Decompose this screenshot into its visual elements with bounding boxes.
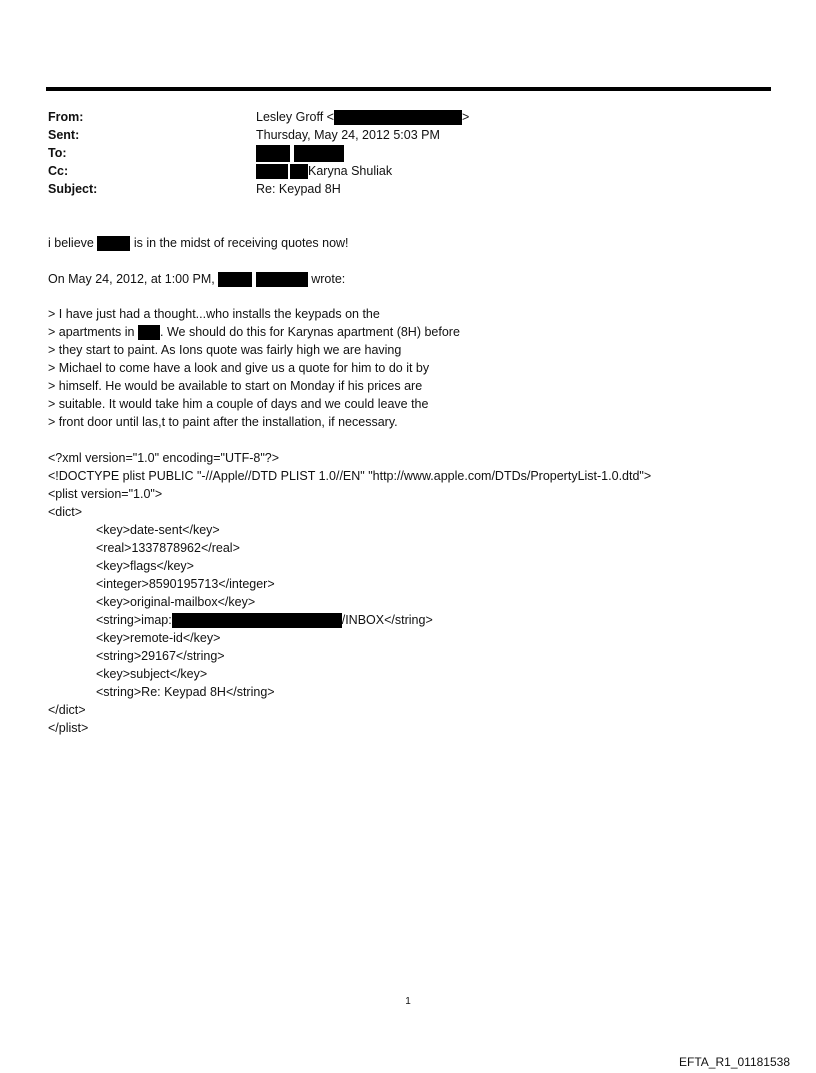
cc-value [256,162,392,180]
subject-value: Re: Keypad 8H [256,182,341,196]
email-header [48,108,748,198]
plist-line: </dict> [48,703,86,717]
plist-imap-prefix: <string>imap: [96,613,172,627]
document-id: EFTA_R1_01181538 [679,1055,790,1069]
plist-inbox-suffix: /INBOX</string> [341,613,433,627]
redaction-block [256,164,288,179]
redaction-block [138,325,160,340]
plist-line [48,611,748,629]
sent-label: Sent: [48,128,80,142]
cc-name: Karyna Shuliak [308,164,393,178]
redaction-block [256,145,290,162]
plist-line: <string>Re: Keypad 8H</string> [96,685,275,699]
page-number: 1 [405,996,411,1007]
redaction-block [218,272,252,287]
to-row [48,144,748,162]
plist-line: <plist version="1.0"> [48,487,163,501]
quote-line: > front door until las,t to paint after the installation, if necessary. [48,415,398,429]
redaction-block [290,164,308,179]
reply-text-end: is in the midst of receiving quotes now! [133,236,349,250]
to-value [256,144,344,162]
plist-line: <?xml version="1.0" encoding="UTF-8"?> [48,451,280,465]
redaction-block [172,613,342,628]
quote-line [48,323,748,341]
quote-line: > himself. He would be available to start on Monday if his prices are [48,379,423,393]
attribution-wrote: wrote: [311,272,346,286]
from-value [256,108,469,126]
plist-line: <key>subject</key> [96,667,208,681]
plist-line: <real>1337878962</real> [96,541,240,555]
redaction-block [256,272,308,287]
subject-label: Subject: [48,182,98,196]
attribution-line [48,270,748,288]
quote-text-start: > apartments in [48,325,135,339]
reply-line [48,234,748,252]
quote-text-end: . We should do this for Karynas apartment (8H) before [160,325,460,339]
quote-line: > Michael to come have a look and give us a quote for him to do it by [48,361,430,375]
reply-text-start: i believe [48,236,94,250]
subject-row [48,180,748,198]
from-name: Lesley Groff < [256,110,334,124]
plist-line: <key>date-sent</key> [96,523,220,537]
plist-line: <key>flags</key> [96,559,194,573]
plist-line: <integer>8590195713</integer> [96,577,275,591]
sent-row [48,126,748,144]
plist-line: </plist> [48,721,89,735]
redaction-block [334,110,462,125]
redaction-block [294,145,344,162]
sent-value: Thursday, May 24, 2012 5:03 PM [256,128,440,142]
plist-block [48,449,748,737]
plist-line: <string>29167</string> [96,649,225,663]
plist-line: <key>remote-id</key> [96,631,221,645]
plist-line: <!DOCTYPE plist PUBLIC "-//Apple//DTD PLIST 1.0//EN" "http://www.apple.com/DTDs/PropertyList-1.0.dtd"> [48,469,652,483]
attribution-date: On May 24, 2012, at 1:00 PM, [48,272,215,286]
from-label: From: [48,110,84,124]
header-rule [46,87,771,91]
from-close: > [461,110,470,124]
quote-line: > they start to paint. As Ions quote was fairly high we are having [48,343,402,357]
from-row [48,108,748,126]
cc-row [48,162,748,180]
redaction-block [97,236,130,251]
plist-line: <dict> [48,505,83,519]
to-label: To: [48,146,67,160]
quote-line: > I have just had a thought...who installs the keypads on the [48,307,380,321]
quoted-message [48,305,748,431]
quote-line: > suitable. It would take him a couple of days and we could leave the [48,397,429,411]
email-body [48,234,748,737]
plist-line: <key>original-mailbox</key> [96,595,256,609]
cc-label: Cc: [48,164,69,178]
